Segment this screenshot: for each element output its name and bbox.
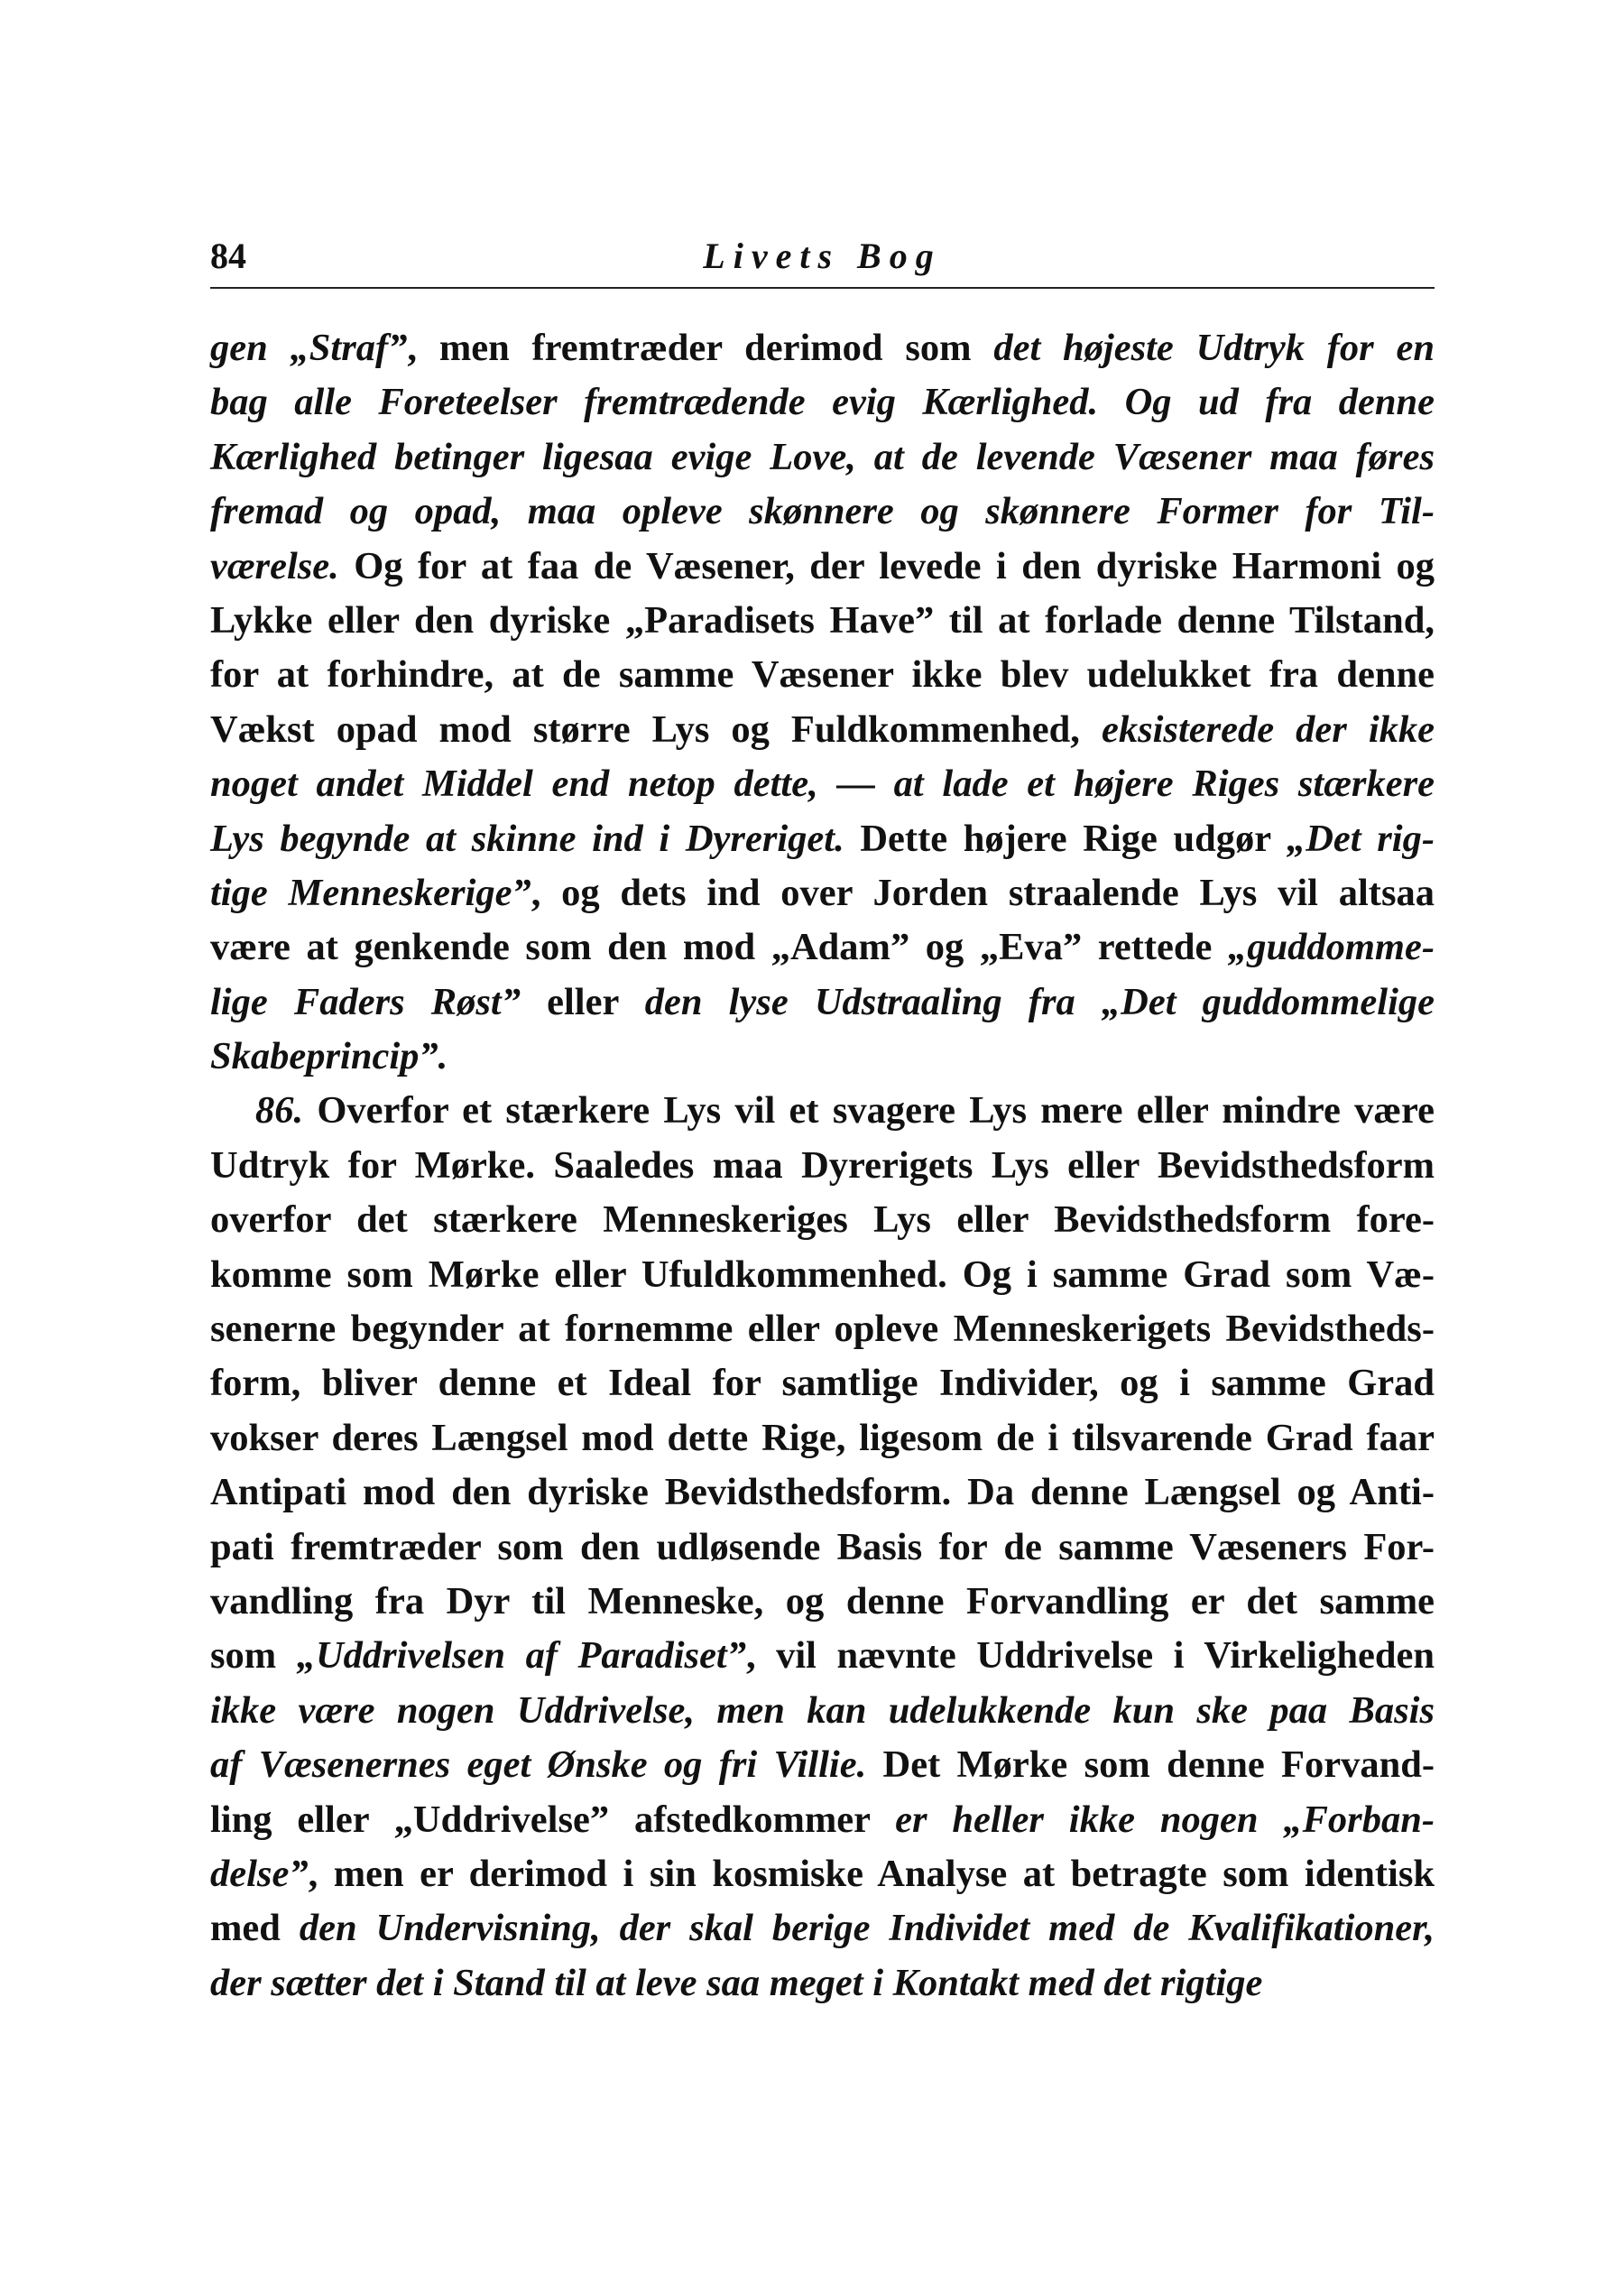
text-segment: vandling fra Dyr til Menneske, og denne Forvandling er det samme <box>210 1579 1435 1623</box>
text-segment: senerne begynder at fornemme eller opleve Menneskerigets Bevidstheds- <box>210 1308 1435 1351</box>
text-line <box>210 1901 1435 1956</box>
text-segment: overfor det stærkere Menneskeriges Lys eller Bevidsthedsform fore- <box>210 1198 1435 1242</box>
text-segment: , og dets ind over Jorden straalende Lys vil altsaa <box>531 871 1435 914</box>
italic-text: der sætter det i Stand til at leve saa meget i Kontakt med det rigtige <box>210 1961 1263 2004</box>
text-segment: form, bliver denne et Ideal for samtlige Individer, og i samme Grad <box>210 1362 1435 1405</box>
text-line <box>210 1684 1435 1738</box>
italic-text: „guddomme- <box>1227 926 1435 969</box>
text-line <box>210 594 1435 648</box>
text-segment: , men fremtræder derimod som <box>407 327 994 369</box>
text-line <box>210 1030 1435 1084</box>
italic-text: Kærlighed betinger ligesaa evige Love, at de levende Væsener maa føres <box>210 435 1435 478</box>
italic-text: „Det rig- <box>1286 817 1435 860</box>
italic-text: Skabeprincip”. <box>210 1035 448 1078</box>
text-line <box>210 812 1435 866</box>
italic-text: delse” <box>210 1852 309 1895</box>
italic-text: lige Faders Røst” <box>210 980 521 1023</box>
text-line <box>210 1356 1435 1410</box>
italic-text: værelse. <box>210 544 339 587</box>
text-segment: være at genkende som den mod „Adam” og „Eva” rettede <box>210 926 1228 969</box>
running-title: Livets Bog <box>703 236 942 276</box>
text-segment: Dette højere Rige udgør <box>844 817 1287 860</box>
italic-text: den Undervisning, der skal berige Individet med de Kvalifikationer, <box>299 1907 1435 1950</box>
text-line <box>210 1847 1435 1901</box>
body-text <box>210 321 1435 2011</box>
text-line <box>210 866 1435 920</box>
text-line <box>210 485 1435 539</box>
italic-text: noget andet Middel end netop dette, — at lade et højere Riges stærkere <box>210 763 1435 806</box>
page-number: 84 <box>210 236 246 276</box>
text-line <box>210 321 1435 375</box>
text-line <box>210 1575 1435 1629</box>
italic-text: eksisterede der ikke <box>1101 707 1435 751</box>
text-segment: Vækst opad mod større Lys og Fuldkommenhed, <box>210 707 1102 751</box>
text-segment: , men er derimod i sin kosmiske Analyse at betragte som identisk <box>308 1852 1435 1895</box>
text-line <box>210 648 1435 702</box>
italic-text: den lyse Udstraaling fra „Det guddommelige <box>644 980 1435 1023</box>
text-segment: , vil nævnte Uddrivelse i Virkeligheden <box>745 1634 1435 1678</box>
italic-text: 86. <box>255 1089 304 1133</box>
text-line <box>210 1084 1435 1138</box>
text-line <box>210 975 1435 1030</box>
text-segment: Antipati mod den dyriske Bevidsthedsform. Da denne Længsel og Anti- <box>210 1471 1435 1514</box>
text-line <box>210 703 1435 757</box>
italic-text: ikke være nogen Uddrivelse, men kan udelukkende kun ske paa Basis <box>210 1688 1435 1732</box>
text-line <box>210 1302 1435 1356</box>
text-line <box>210 1793 1435 1847</box>
text-line <box>210 1738 1435 1792</box>
italic-text: af Væsenernes eget Ønske og fri Villie. <box>210 1743 867 1787</box>
text-line <box>210 1465 1435 1520</box>
text-line <box>210 1248 1435 1302</box>
text-line <box>210 430 1435 485</box>
text-line <box>210 540 1435 594</box>
italic-text: er heller ikke nogen „Forban- <box>895 1798 1435 1841</box>
text-segment: med <box>210 1907 300 1950</box>
text-line <box>210 920 1435 975</box>
text-segment: komme som Mørke eller Ufuldkommenhed. Og i samme Grad som Væ- <box>210 1253 1435 1296</box>
text-segment: for at forhindre, at de samme Væsener ikke blev udelukket fra denne <box>210 653 1435 697</box>
text-segment: Og for at faa de Væsener, der levede i den dyriske Harmoni og <box>338 544 1435 587</box>
text-segment: Lykke eller den dyriske „Paradisets Have” til at forlade denne Tilstand, <box>210 598 1435 642</box>
text-line <box>210 1139 1435 1193</box>
italic-text: „Uddrivelsen af Paradiset” <box>296 1634 746 1678</box>
italic-text: gen „Straf” <box>210 327 408 369</box>
text-segment: pati fremtræder som den udløsende Basis for de samme Væseners For- <box>210 1525 1435 1568</box>
italic-text: Lys begynde at skinne ind i Dyreriget. <box>210 817 844 860</box>
text-line <box>210 1956 1435 2011</box>
text-line <box>210 1411 1435 1465</box>
italic-text: bag alle Foreteelser fremtrædende evig Kærlighed. Og ud fra denne <box>210 381 1435 424</box>
text-segment: som <box>210 1634 297 1678</box>
text-segment: vokser deres Længsel mod dette Rige, ligesom de i tilsvarende Grad faar <box>210 1416 1435 1459</box>
text-line <box>210 1629 1435 1683</box>
text-line <box>210 1521 1435 1575</box>
text-line <box>210 1193 1435 1247</box>
text-segment: Udtryk for Mørke. Saaledes maa Dyrerigets Lys eller Bevidsthedsform <box>210 1143 1435 1187</box>
italic-text: fremad og opad, maa opleve skønnere og skønnere Former for Til- <box>210 490 1435 533</box>
italic-text: tige Menneskerige” <box>210 871 531 914</box>
page-header <box>210 229 1435 289</box>
text-segment: Det Mørke som denne Forvand- <box>866 1743 1435 1787</box>
text-line <box>210 757 1435 811</box>
text-segment: Overfor et stærkere Lys vil et svagere Lys mere eller mindre være <box>303 1089 1435 1133</box>
text-line <box>210 375 1435 430</box>
italic-text: det højeste Udtryk for en <box>993 327 1435 369</box>
text-segment: eller <box>521 980 645 1023</box>
text-segment: ling eller „Uddrivelse” afstedkommer <box>210 1798 896 1841</box>
